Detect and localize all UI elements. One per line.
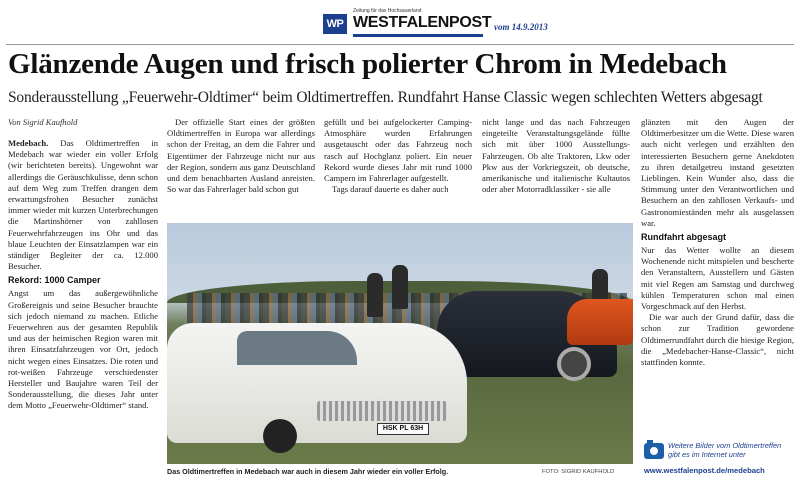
subheading-camper: Rekord: 1000 Camper	[8, 275, 101, 286]
byline: Von Sigrid Kaufhold	[8, 117, 78, 127]
paragraph: Nur das Wetter wollte an diesem Wochenende nicht mitspielen und bescherte den Veranstaltern, Ausstellern und Gästen mit viel Regen am Samstag und durchweg kühlen Temperaturen schon mal einen Vorgeschmack auf den Herbst.	[641, 245, 794, 312]
subheading-rundfahrt: Rundfahrt abgesagt	[641, 232, 727, 243]
date-note: vom 14.9.2013	[494, 22, 548, 32]
headline: Glänzende Augen und frisch polierter Chrom in Medebach	[8, 48, 727, 80]
more-photos-text: Weitere Bilder vom Oldtimertreffen gibt es im Internet unter	[668, 441, 782, 459]
paragraph-text: Das Oldtimertreffen in Medebach war wieder ein voller Erfolg (wir berichteten bereits). Ungewohnt war allerdings die Geräuschkulisse, denn schon auf dem Weg zum Treffen drangen dem erwartungsfrohen Besucher zunächst immer wieder mit kurzen Unterbrechungen die Martinshörner von zahllosen Feuerwehrfahrzeugen ins Ohr und das blaue Leuchten der Einsatzlampen war ein ständiger Begleiter der ca. 12.000 Besucher.	[8, 138, 158, 272]
more-photos-link[interactable]: www.westfalenpost.de/medebach	[644, 466, 765, 475]
photo-windshield	[237, 331, 357, 365]
paragraph: gefüllt und bei aufgelockerter Camping-Atmosphäre wurden Erfahrungen ausgetauscht oder das Fahrzeug noch rasch auf Hochglanz poliert. Ein neuer Rekord wurde dieses Jahr mit rund 1000 Campern im Fahrerlager aufgestellt.	[324, 117, 472, 184]
article-photo	[167, 223, 633, 464]
article-column-4	[482, 117, 630, 221]
wp-logo: WP	[323, 14, 347, 34]
photo-credit: FOTO: SIGRID KAUFHOLD	[542, 469, 615, 475]
paragraph: Angst um das außergewöhnliche Großereignis und seine Besucher brauchte sich jedoch niemand zu machen. Etliche Feuerwehren aus der gesamten Republik und aus der heimischen Region waren mit ihren Einsatzfahrzeugen vor Ort, jedoch nicht wegen eines Einsatzes. Die roten und rot-weißen Fahrzeuge verschiedenster Hersteller und Baujahre waren Teil der Sonderausstellung, die dieses Jahr unter dem Motto „Feuerwehr-Oldtimer“ stand.	[8, 288, 158, 411]
paragraph: Tags darauf dauerte es daher auch	[332, 184, 449, 195]
paragraph: Die war auch der Grund dafür, dass die schon zur Tradition gewordene Oldtimerrundfahrt durch die hiesige Region, die „Medebacher-Hanse-Classic“, nicht stattfinden konnte.	[641, 312, 794, 368]
paragraph: glänzten mit den Augen der Oldtimerbesitzer um die Wette. Diese waren auch nicht verlegen und erzählten den interessierten Besuchern gerne Anekdoten zu ihren detailgetreu instand gesetzten Lieblingen. Kein Wunder also, dass die Stimmung unter den Verantwortlichen und Besuchern an den zahllosen Verkaufs- und Gastronomieständen mehr als ausgelassen war.	[641, 117, 794, 228]
photo-wheel	[557, 347, 591, 381]
photo-person	[367, 273, 383, 317]
photo-license-plate: HSK PL 63H	[377, 423, 429, 435]
photo-person	[392, 265, 408, 309]
camera-icon	[644, 443, 664, 459]
masthead-rule	[353, 34, 483, 37]
article-column-1	[8, 138, 158, 468]
article-column-3	[324, 117, 472, 221]
more-photos-box	[644, 440, 794, 478]
paragraph	[8, 138, 158, 272]
subheadline: Sonderausstellung „Feuerwehr-Oldtimer“ beim Oldtimertreffen. Rundfahrt Hanse Classic wegen schlechten Wetters abgesagt	[8, 89, 763, 106]
masthead-subtitle: Zeitung für das Hochsauerland	[353, 8, 422, 14]
divider	[6, 44, 794, 45]
photo-caption: Das Oldtimertreffen in Medebach war auch in diesem Jahr wieder ein voller Erfolg.	[167, 467, 449, 476]
dateline: Medebach.	[8, 138, 49, 148]
masthead	[323, 6, 492, 40]
article-column-5	[641, 117, 794, 437]
photo-orange-car	[567, 299, 633, 345]
photo-wheel	[263, 419, 297, 453]
photo-white-car	[167, 323, 467, 443]
photo-grille	[317, 401, 447, 421]
paragraph: nicht lange und das nach Fahrzeugen eingeteilte Veranstaltungsgelände füllte sich mit über 1000 Ausstellungs-Fahrzeugen. Ob alte Traktoren, Lkw oder Pkw aus der Vorkriegszeit, ob deutsche, amerikanische und italienische Kultautos oder aber Motorradklassiker - sie alle	[482, 117, 630, 195]
article-column-2	[167, 117, 315, 221]
paragraph: Der offizielle Start eines der größten Oldtimertreffen in Europa war allerdings schon der Freitag, an dem die Fahrer und Eigentümer der Fahrzeuge nicht nur aus der Region, sondern aus ganz Deutschland und dem benachbarten Ausland anreisten. So war das Fahrerlager bald schon gut	[167, 117, 315, 195]
masthead-name: WESTFALENPOST	[353, 14, 492, 31]
